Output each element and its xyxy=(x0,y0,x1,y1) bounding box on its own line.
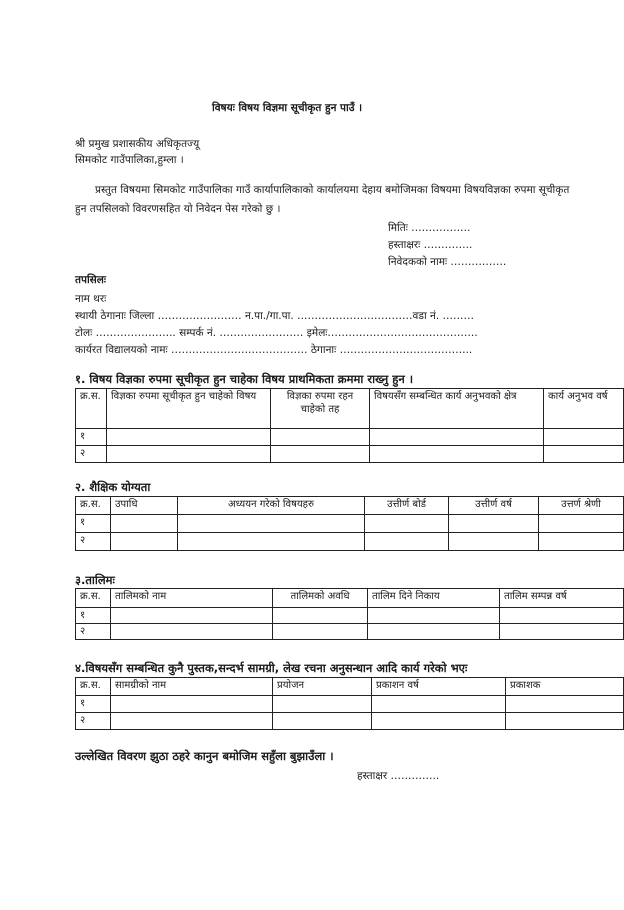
table-cell[interactable] xyxy=(449,515,539,533)
table-cell[interactable] xyxy=(111,533,178,551)
body-line-2: हुन तपसिलको विवरणसहित यो निवेदन पेस गरेको छु । xyxy=(75,203,281,215)
table-header: प्रयोजन xyxy=(273,678,372,696)
applicant-signature-field: हस्ताक्षरः ………….. xyxy=(388,239,473,251)
table-header: अध्ययन गरेको विषयहरु xyxy=(178,497,365,515)
table-row-number: २ xyxy=(76,624,111,640)
table-row-number: २ xyxy=(76,446,107,463)
table-cell[interactable] xyxy=(500,624,624,640)
table-header: प्रकाशन वर्ष xyxy=(372,678,506,696)
table-cell[interactable] xyxy=(111,515,178,533)
table-cell[interactable] xyxy=(372,713,506,730)
table-cell[interactable] xyxy=(506,696,624,713)
training-table xyxy=(75,588,624,640)
table-cell[interactable] xyxy=(107,446,271,463)
table-header xyxy=(271,389,370,429)
final-signature-field: हस्ताक्षर ………….. xyxy=(357,770,440,782)
table-cell[interactable] xyxy=(368,608,500,624)
body-line-1: प्रस्तुत विषयमा सिमकोट गाउँपालिका गाउँ कार्यापालिकाको कार्यालयमा देहाय बमोजिमका विषयमा विषयविज्ञका रुपमा सूचीकृत xyxy=(95,184,570,196)
header-line: विज्ञका रुपमा रहन xyxy=(286,391,354,402)
table-cell[interactable] xyxy=(370,446,544,463)
table-cell[interactable] xyxy=(449,533,539,551)
table-cell[interactable] xyxy=(506,713,624,730)
section-2-title: २. शैक्षिक योग्यता xyxy=(75,480,151,494)
table-cell[interactable] xyxy=(271,429,370,446)
table-header: तालिमको नाम xyxy=(111,589,273,608)
table-cell[interactable] xyxy=(111,713,273,730)
table-cell[interactable] xyxy=(178,533,365,551)
addressee-line-1: श्री प्रमुख प्रशासकीय अधिकृतज्यू xyxy=(75,138,200,150)
table-cell[interactable] xyxy=(544,429,624,446)
table-cell[interactable] xyxy=(368,624,500,640)
declaration: उल्लेखित विवरण झुठा ठहरे कानुन बमोजिम सहुँला बुझाउँला । xyxy=(75,749,334,763)
table-header: क्र.स. xyxy=(76,389,107,429)
header-line: चाहेको तह xyxy=(300,404,340,415)
subject-line: विषयः विषय विज्ञमा सूचीकृत हुन पाउँ । xyxy=(212,102,363,114)
table-header: उत्तर्ण श्रेणी xyxy=(539,497,624,515)
table-row-number: २ xyxy=(76,533,111,551)
subject-priority-table xyxy=(75,388,624,463)
table-header: क्र.स. xyxy=(76,497,111,515)
table-cell[interactable] xyxy=(539,533,624,551)
table-header: क्र.स. xyxy=(76,678,111,696)
table-header: तालिमको अवधि xyxy=(273,589,368,608)
table-cell[interactable] xyxy=(365,515,449,533)
table-row-number: १ xyxy=(76,515,111,533)
table-cell[interactable] xyxy=(544,446,624,463)
table-cell[interactable] xyxy=(365,533,449,551)
details-heading: तपसिलः xyxy=(75,274,107,286)
table-cell[interactable] xyxy=(273,713,372,730)
publications-table xyxy=(75,677,624,730)
table-header: उपाधि xyxy=(111,497,178,515)
tole-contact-email-field: टोलः ………………….. सम्पर्क नं. …………………… इमेलः……………………………………. xyxy=(75,327,478,339)
table-cell[interactable] xyxy=(111,624,273,640)
table-cell[interactable] xyxy=(273,624,368,640)
table-cell[interactable] xyxy=(107,429,271,446)
table-header: प्रकाशक xyxy=(506,678,624,696)
school-field: कार्यरत विद्यालयको नामः ………………………………… ठेगानाः ……………………………….. xyxy=(75,344,473,356)
table-header: क्र.स. xyxy=(76,589,111,608)
table-row-number: १ xyxy=(76,429,107,446)
table-cell[interactable] xyxy=(370,429,544,446)
table-cell[interactable] xyxy=(273,696,372,713)
table-header: कार्य अनुभव वर्ष xyxy=(544,389,624,429)
permanent-address-field: स्थायी ठेगानाः जिल्ला …………………… न.पा./गा.पा. ……………………………वडा नं. ……… xyxy=(75,310,475,322)
section-3-title: ३.तालिमः xyxy=(75,573,115,587)
table-row-number: १ xyxy=(76,608,111,624)
table-cell[interactable] xyxy=(273,608,368,624)
applicant-name-field: निवेदकको नामः ……………. xyxy=(388,256,507,268)
table-header: तालिम सम्पन्न वर्ष xyxy=(500,589,624,608)
table-cell[interactable] xyxy=(271,446,370,463)
table-cell[interactable] xyxy=(178,515,365,533)
name-field: नाम थरः xyxy=(75,293,107,305)
table-header: उत्तीर्ण बोर्ड xyxy=(365,497,449,515)
date-field: मितिः …………….. xyxy=(388,222,471,234)
table-cell[interactable] xyxy=(539,515,624,533)
table-cell[interactable] xyxy=(111,696,273,713)
table-header: उत्तीर्ण वर्ष xyxy=(449,497,539,515)
table-cell[interactable] xyxy=(372,696,506,713)
section-1-title: १. विषय विज्ञका रुपमा सूचीकृत हुन चाहेका विषय प्राथमिकता क्रममा राख्नु हुन । xyxy=(75,372,414,386)
table-header: विषयसँग सम्बन्धित कार्य अनुभवको क्षेत्र xyxy=(370,389,544,429)
table-header: विज्ञका रुपमा सूचीकृत हुन चाहेको विषय xyxy=(107,389,271,429)
table-row-number: २ xyxy=(76,713,111,730)
addressee-line-2: सिमकोट गाउँपालिका,हुम्ला । xyxy=(75,154,184,166)
education-table xyxy=(75,496,624,551)
table-row-number: १ xyxy=(76,696,111,713)
table-cell[interactable] xyxy=(500,608,624,624)
table-header: सामग्रीको नाम xyxy=(111,678,273,696)
table-cell[interactable] xyxy=(111,608,273,624)
section-4-title: ४.विषयसँग सम्बन्धित कुनै पुस्तक,सन्दर्भ सामग्री, लेख रचना अनुसन्धान आदि कार्य गरेको भएः xyxy=(75,661,468,675)
table-header: तालिम दिने निकाय xyxy=(368,589,500,608)
